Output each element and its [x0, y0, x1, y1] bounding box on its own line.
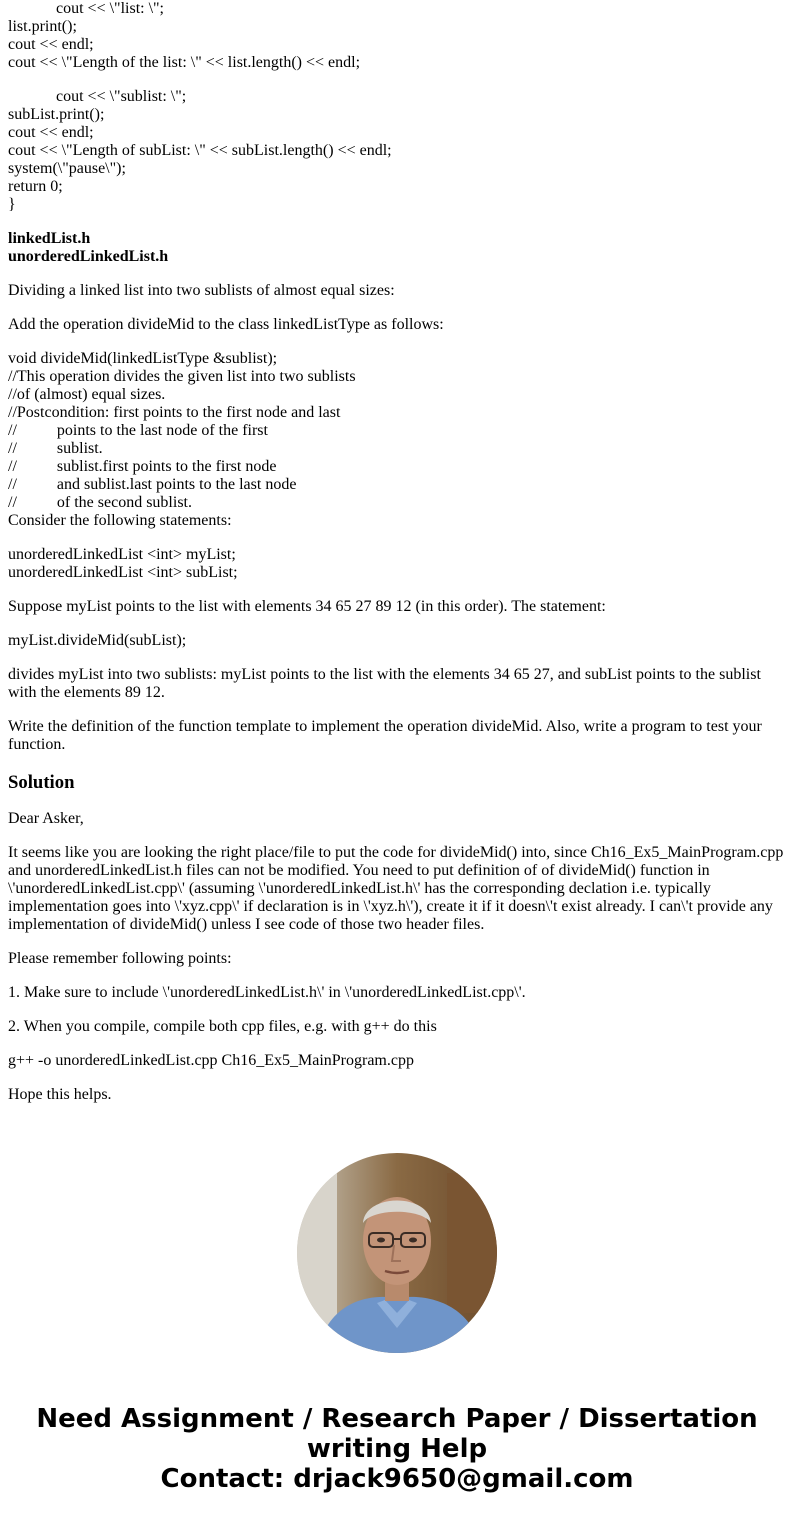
question-divides: divides myList into two sublists: myList points to the list with the elements 34 65 27, and subList points to the sublist with the elements 89 12. — [8, 666, 761, 701]
question-code-block — [8, 350, 786, 530]
code-line: cout << endl; — [8, 124, 94, 141]
question-intro-1: Dividing a linked list into two sublists of almost equal sizes: — [8, 282, 395, 299]
question-statement: myList.divideMid(subList); — [8, 632, 187, 649]
file-name: linkedList.h — [8, 230, 91, 247]
solution-greeting: Dear Asker, — [8, 810, 84, 827]
code-line: // sublist.first points to the first node — [8, 458, 277, 475]
document-content — [8, 0, 786, 1120]
solution-closing: Hope this helps. — [8, 1086, 112, 1103]
code-line: subList.print(); — [8, 106, 105, 123]
solution-remember: Please remember following points: — [8, 950, 232, 967]
code-line: cout << endl; — [8, 36, 94, 53]
code-line: // of the second sublist. — [8, 494, 192, 511]
code-line: // sublist. — [8, 440, 103, 457]
declarations — [8, 546, 786, 582]
avatar — [297, 1153, 497, 1353]
code-snippet-top — [8, 0, 786, 214]
code-line: //Postcondition: first points to the first node and last — [8, 404, 341, 421]
question-suppose: Suppose myList points to the list with elements 34 65 27 89 12 (in this order). The statement: — [8, 598, 606, 615]
code-line: //This operation divides the given list into two sublists — [8, 368, 356, 385]
code-line: cout << \"Length of subList: \" << subList.length() << endl; — [8, 142, 392, 159]
solution-body: It seems like you are looking the right place/file to put the code for divideMid() into, since Ch16_Ex5_MainProgram.cpp and unorderedLinkedList.h files can not be modified. You need to put definition of of divideMid() function in \'unorderedLinkedList.cpp\' (assuming \'unorderedLinkedList.h\' has the corresponding declation i.e. typically implementation goes into \'xyz.cpp\' if declaration is in \'xyz.h\'), create it if it doesn\'t exist already. I can\'t provide any implementation of divideMid() unless I see code of those two header files. — [8, 844, 784, 933]
author-portrait-image — [297, 1153, 497, 1353]
code-line: } — [8, 196, 16, 213]
solution-point-2: 2. When you compile, compile both cpp files, e.g. with g++ do this — [8, 1018, 437, 1035]
code-line: void divideMid(linkedListType &sublist); — [8, 350, 278, 367]
code-line: cout << \"list: \"; — [8, 0, 164, 17]
footer-banner — [0, 1404, 794, 1494]
solution-command: g++ -o unorderedLinkedList.cpp Ch16_Ex5_MainProgram.cpp — [8, 1052, 414, 1069]
code-line: unorderedLinkedList <int> myList; — [8, 546, 236, 563]
code-line: unorderedLinkedList <int> subList; — [8, 564, 238, 581]
spacer — [8, 72, 786, 88]
question-intro-2: Add the operation divideMid to the class linkedListType as follows: — [8, 316, 444, 333]
code-line: // and sublist.last points to the last node — [8, 476, 297, 493]
file-list — [8, 230, 786, 266]
file-name: unorderedLinkedList.h — [8, 248, 169, 265]
solution-heading: Solution — [8, 772, 75, 793]
footer-line-2: writing Help — [306, 1434, 488, 1464]
footer-line-1: Need Assignment / Research Paper / Dissertation — [36, 1404, 758, 1434]
code-line: cout << \"sublist: \"; — [8, 88, 187, 105]
code-line: //of (almost) equal sizes. — [8, 386, 166, 403]
code-line: // points to the last node of the first — [8, 422, 268, 439]
code-line: list.print(); — [8, 18, 77, 35]
code-line: return 0; — [8, 178, 63, 195]
question-write: Write the definition of the function template to implement the operation divideMid. Also, write a program to test your function. — [8, 718, 762, 753]
code-line: Consider the following statements: — [8, 512, 232, 529]
code-line: system(\"pause\"); — [8, 160, 126, 177]
footer-contact: Contact: drjack9650@gmail.com — [160, 1464, 634, 1494]
solution-point-1: 1. Make sure to include \'unorderedLinkedList.h\' in \'unorderedLinkedList.cpp\'. — [8, 984, 526, 1001]
code-line: cout << \"Length of the list: \" << list.length() << endl; — [8, 54, 361, 71]
